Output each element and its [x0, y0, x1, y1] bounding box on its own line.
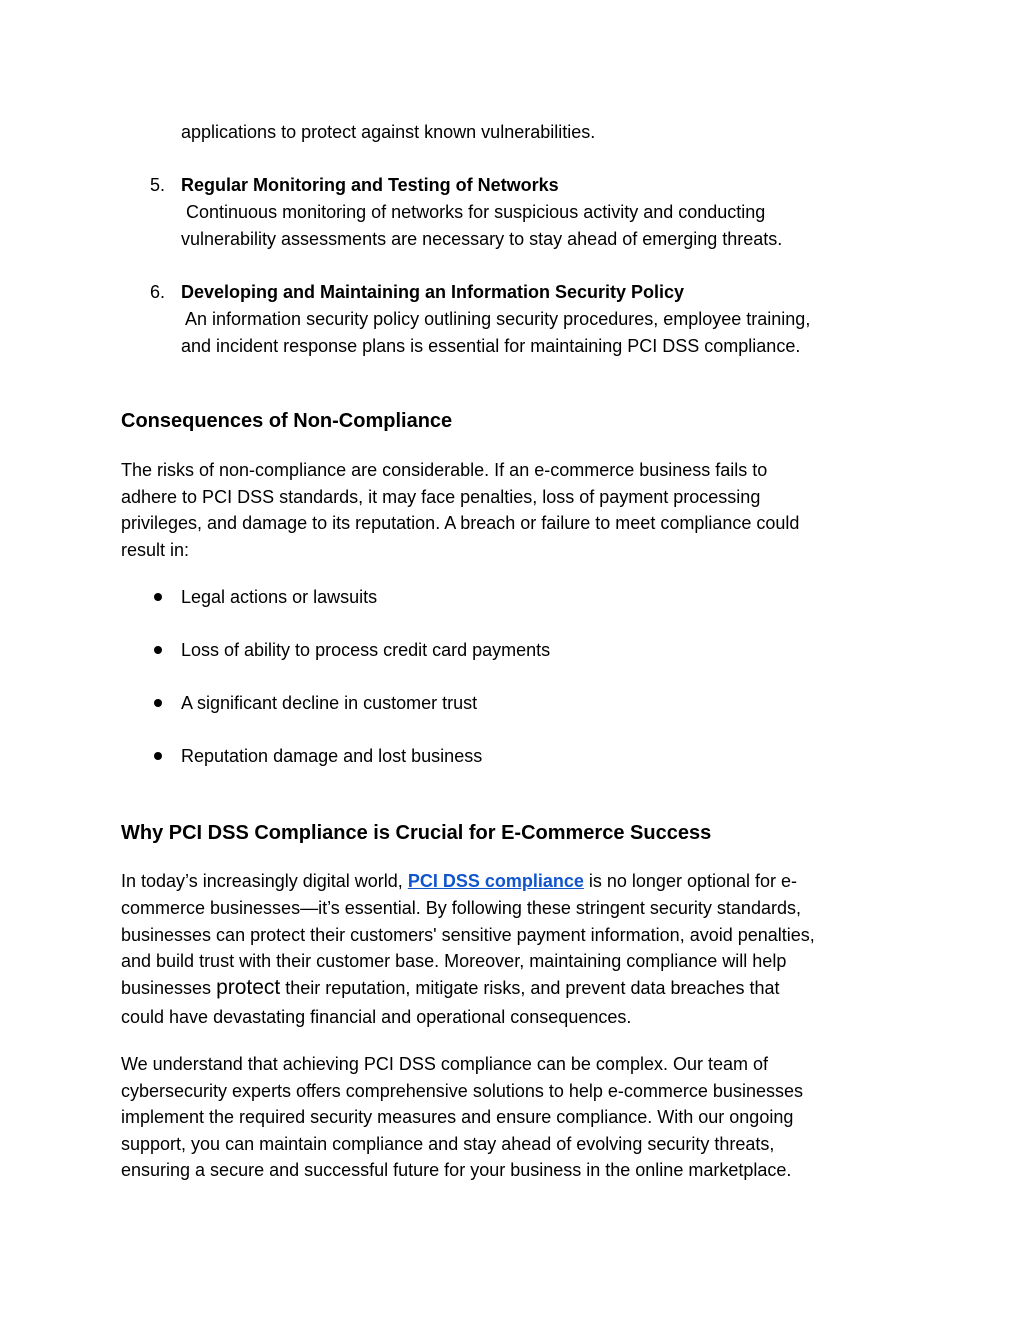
paragraph-line [121, 977, 780, 999]
paragraph-line: could have devastating financial and operational consequences. [121, 1007, 632, 1027]
paragraph-line: result in: [121, 540, 190, 560]
paragraph-line: implement the required security measures and ensure compliance. With our ongoing [121, 1107, 794, 1127]
list-item-6-body-line: An information security policy outlining security procedures, employee training, [181, 309, 811, 329]
list-number-6: 6. [150, 282, 166, 302]
emphasized-word: protect [216, 976, 281, 999]
section-heading-consequences: Consequences of Non-Compliance [121, 410, 453, 432]
bullet-item: Reputation damage and lost business [181, 746, 483, 766]
paragraph-line [121, 870, 797, 892]
section-heading-why: Why PCI DSS Compliance is Crucial for E-Commerce Success [121, 822, 712, 844]
paragraph-text: In today’s increasingly digital world, [121, 871, 408, 891]
bullet-icon [154, 699, 162, 707]
paragraph-line: privileges, and damage to its reputation. A breach or failure to meet compliance could [121, 513, 800, 533]
paragraph-line: support, you can maintain compliance and stay ahead of evolving security threats, [121, 1134, 775, 1154]
list-item-6-title: Developing and Maintaining an Information Security Policy [181, 282, 685, 302]
paragraph-text: their reputation, mitigate risks, and prevent data breaches that [280, 978, 780, 998]
bullet-icon [154, 646, 162, 654]
list-item-5-title: Regular Monitoring and Testing of Networks [181, 175, 559, 195]
paragraph-text: is no longer optional for e- [583, 871, 798, 891]
paragraph-line: and build trust with their customer base. Moreover, maintaining compliance will help [121, 951, 787, 971]
bullet-item: Loss of ability to process credit card payments [181, 640, 551, 660]
bullet-item: A significant decline in customer trust [181, 693, 478, 713]
list-number-5: 5. [150, 175, 166, 195]
list-item-4-tail: applications to protect against known vulnerabilities. [181, 122, 596, 142]
list-item-5-body-line: Continuous monitoring of networks for suspicious activity and conducting [181, 202, 766, 222]
paragraph-line: commerce businesses—it’s essential. By following these stringent security standards, [121, 898, 801, 918]
pci-dss-compliance-link[interactable]: PCI DSS compliance [407, 871, 584, 891]
list-item-5-body-line: vulnerability assessments are necessary to stay ahead of emerging threats. [181, 229, 783, 249]
list-item-6-body-line: and incident response plans is essential for maintaining PCI DSS compliance. [181, 336, 801, 356]
paragraph-line: businesses can protect their customers' sensitive payment information, avoid penalties, [121, 925, 815, 945]
bullet-icon [154, 593, 162, 601]
paragraph-line: adhere to PCI DSS standards, it may face penalties, loss of payment processing [121, 487, 761, 507]
paragraph-line: We understand that achieving PCI DSS compliance can be complex. Our team of [121, 1054, 768, 1074]
paragraph-text: businesses [121, 978, 217, 998]
paragraph-line: cybersecurity experts offers comprehensive solutions to help e-commerce businesses [121, 1081, 803, 1101]
bullet-item: Legal actions or lawsuits [181, 587, 378, 607]
paragraph-line: ensuring a secure and successful future for your business in the online marketplace. [121, 1160, 792, 1180]
bullet-icon [154, 752, 162, 760]
paragraph-line: The risks of non-compliance are considerable. If an e-commerce business fails to [121, 460, 768, 480]
